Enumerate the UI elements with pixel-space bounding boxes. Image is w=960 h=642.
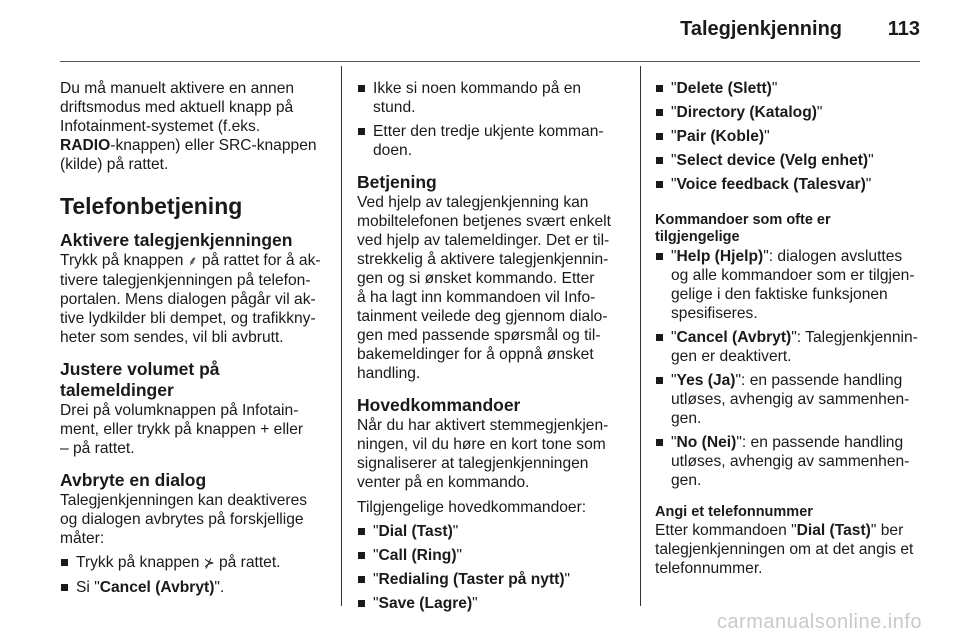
list-item: "Call (Ring)" (357, 546, 629, 565)
text-line: -knappen) eller SRC-knappen (110, 137, 317, 154)
text-line: tive lydkilder bli dempet, og trafikkny- (60, 310, 316, 327)
list-item: "Voice feedback (Talesvar)" (655, 175, 925, 194)
text-line: ved hjelp av talemeldinger. Det er til- (357, 232, 610, 249)
frequent-commands-list (655, 247, 925, 490)
text-line: utløses, avhengig av sammenhen- (671, 391, 910, 408)
list-item: "Save (Lagre)" (357, 594, 629, 613)
phone-number-heading: Angi et telefonnummer (655, 504, 813, 520)
list-item (60, 578, 332, 597)
list-item (60, 553, 332, 573)
column-3 (655, 79, 925, 578)
text-line: ment, eller trykk på knappen + eller (60, 421, 304, 438)
activate-paragraph (60, 251, 332, 347)
list-item: "Dial (Tast)" (357, 522, 629, 541)
text-line: handling. (357, 365, 421, 382)
command-label: Call (Ring) (378, 547, 457, 564)
list-item: "Help (Hjelp)": dialogen avsluttes og alle kommandoer som er tilgjen- gelige i den faktiske funksjonen spesifiseres. (655, 247, 925, 323)
text-line: : en passende handling (741, 434, 904, 451)
text-line: Infotainment-systemet (f.eks. (60, 118, 261, 135)
abort-paragraph (60, 491, 332, 548)
text-line: Ved hjelp av talegjenkjenning kan (357, 194, 589, 211)
main-commands-heading: Hovedkommandoer (357, 395, 521, 415)
text-line: spesifiseres. (671, 305, 758, 322)
command-label: Redialing (Taster på nytt) (378, 571, 565, 588)
text-line: Si " (76, 579, 100, 596)
command-label: Select device (Velg enhet) (676, 152, 869, 169)
end-call-button-icon: ⊁ (203, 556, 215, 571)
text-line: utløses, avhengig av sammenhen- (671, 453, 910, 470)
frequent-commands-heading (655, 212, 925, 246)
text-line: og dialogen avbrytes på forskjellige (60, 511, 304, 528)
text-line: portalen. Mens dialogen pågår vil ak- (60, 291, 316, 308)
list-item: "Yes (Ja)": en passende handling utløses, avhengig av sammenhen- gen. (655, 371, 925, 428)
text-line: Trykk på knappen (60, 252, 188, 269)
text-line: mobiltelefonen betjenes svært enkelt (357, 213, 611, 230)
text-line: – på rattet. (60, 440, 135, 457)
text-line: Når du har aktivert stemmegjenkjen- (357, 417, 609, 434)
header-rule (60, 61, 920, 62)
command-label: Yes (Ja) (676, 372, 736, 389)
text-line: " ber (870, 522, 904, 539)
text-line: venter på en kommando. (357, 474, 530, 491)
text-line: strekkelig å aktivere talegjenkjennin- (357, 251, 609, 268)
main-commands-paragraph (357, 416, 629, 492)
list-item: "Cancel (Avbryt)": Talegjenkjennin- gen er deaktivert. (655, 328, 925, 366)
volume-heading (60, 359, 332, 401)
text-line: tainment veilede deg gjennom dialo- (357, 308, 608, 325)
list-item: "Delete (Slett)" (655, 79, 925, 98)
column-divider (341, 66, 342, 606)
list-item (357, 79, 629, 117)
command-label: Save (Lagre) (378, 595, 473, 612)
text-line: gelige i den faktiske funksjonen (671, 286, 888, 303)
list-item: "Select device (Velg enhet)" (655, 151, 925, 170)
text-line: gen og si ønsket kommando. Etter (357, 270, 595, 287)
text-line: bakemeldinger for å oppnå ønsket (357, 346, 594, 363)
text-line: (kilde) på rattet. (60, 156, 169, 173)
text-line: ningen, vil du høre en kort tone som (357, 436, 606, 453)
text-line: : Talegjenkjennin- (796, 329, 918, 346)
command-label: Dial (Tast) (378, 523, 453, 540)
command-label: Cancel (Avbryt) (99, 579, 215, 596)
abort-list-continued (357, 79, 629, 160)
text-line: måter: (60, 530, 105, 547)
text-line: å ha lagt inn kommandoen vil Info- (357, 289, 596, 306)
text-line: : dialogen avsluttes (768, 248, 903, 265)
text-line: Du må manuelt aktivere en annen (60, 80, 295, 97)
text-line: doen. (373, 142, 413, 159)
text-line: Trykk på knappen (76, 554, 204, 571)
list-item: "No (Nei)": en passende handling utløses, avhengig av sammenhen- gen. (655, 433, 925, 490)
text-line: gen. (671, 410, 702, 427)
text-line: stund. (373, 99, 416, 116)
text-line: signaliserer at talegjenkjenningen (357, 455, 589, 472)
text-line: talegjenkjenningen om at det angis et (655, 541, 914, 558)
text-line: gen. (671, 472, 702, 489)
watermark: carmanualsonline.info (716, 611, 922, 633)
command-label: Delete (Slett) (676, 80, 772, 97)
text-line: heter som sendes, vil bli avbrutt. (60, 329, 284, 346)
activate-heading: Aktivere talegjenkjenningen (60, 230, 293, 250)
text-line: gen er deaktivert. (671, 348, 792, 365)
abort-heading: Avbryte en dialog (60, 470, 207, 490)
command-label: Dial (Tast) (796, 522, 871, 539)
list-item: "Directory (Katalog)" (655, 103, 925, 122)
operation-heading: Betjening (357, 172, 437, 192)
heading-line: Kommandoer som ofte er (655, 212, 831, 228)
phone-number-paragraph (655, 521, 925, 578)
text-line: driftsmodus med aktuell knapp på (60, 99, 294, 116)
abort-list (60, 553, 332, 597)
command-label: No (Nei) (676, 434, 737, 451)
heading-line: Justere volumet på (60, 359, 220, 379)
main-commands-list-continued (655, 79, 925, 194)
heading-line: talemeldinger (60, 380, 174, 400)
available-commands-intro: Tilgjengelige hovedkommandoer: (357, 499, 587, 516)
text-line: Etter kommandoen " (655, 522, 797, 539)
text-line: gen med passende spørsmål og til- (357, 327, 601, 344)
main-commands-list (357, 522, 629, 613)
intro-paragraph (60, 79, 332, 174)
list-item: "Redialing (Taster på nytt)" (357, 570, 629, 589)
volume-paragraph (60, 401, 332, 458)
text-line: ". (214, 579, 225, 596)
page-header-title: Talegjenkjenning (680, 18, 842, 40)
page-number: 113 (887, 18, 920, 40)
section-title: Telefonbetjening (60, 193, 243, 219)
list-item: "Pair (Koble)" (655, 127, 925, 146)
text-line: Ikke si noen kommando på en (373, 80, 582, 97)
command-label: Directory (Katalog) (676, 104, 817, 121)
text-line: på rattet. (214, 554, 281, 571)
command-label: Cancel (Avbryt) (676, 329, 792, 346)
text-line: Talegjenkjenningen kan deaktiveres (60, 492, 308, 509)
heading-line: tilgjengelige (655, 229, 740, 245)
command-label: Pair (Koble) (676, 128, 765, 145)
text-line: tivere talegjenkjenningen på telefon- (60, 272, 311, 289)
text-line: telefonnummer. (655, 560, 763, 577)
radio-button-label: RADIO (60, 137, 111, 154)
column-divider (640, 66, 641, 606)
text-line: Drei på volumknappen på Infotain- (60, 402, 299, 419)
column-2 (357, 79, 629, 613)
voice-button-icon: ⸙ (187, 254, 198, 269)
text-line: på rattet for å ak- (197, 252, 321, 269)
text-line: og alle kommandoer som er tilgjen- (671, 267, 915, 284)
text-line: Etter den tredje ukjente komman- (373, 123, 604, 140)
operation-paragraph (357, 193, 629, 383)
list-item (357, 122, 629, 160)
command-label: Voice feedback (Talesvar) (676, 176, 866, 193)
column-1 (60, 79, 332, 597)
command-label: Help (Hjelp) (676, 248, 764, 265)
text-line: : en passende handling (741, 372, 903, 389)
